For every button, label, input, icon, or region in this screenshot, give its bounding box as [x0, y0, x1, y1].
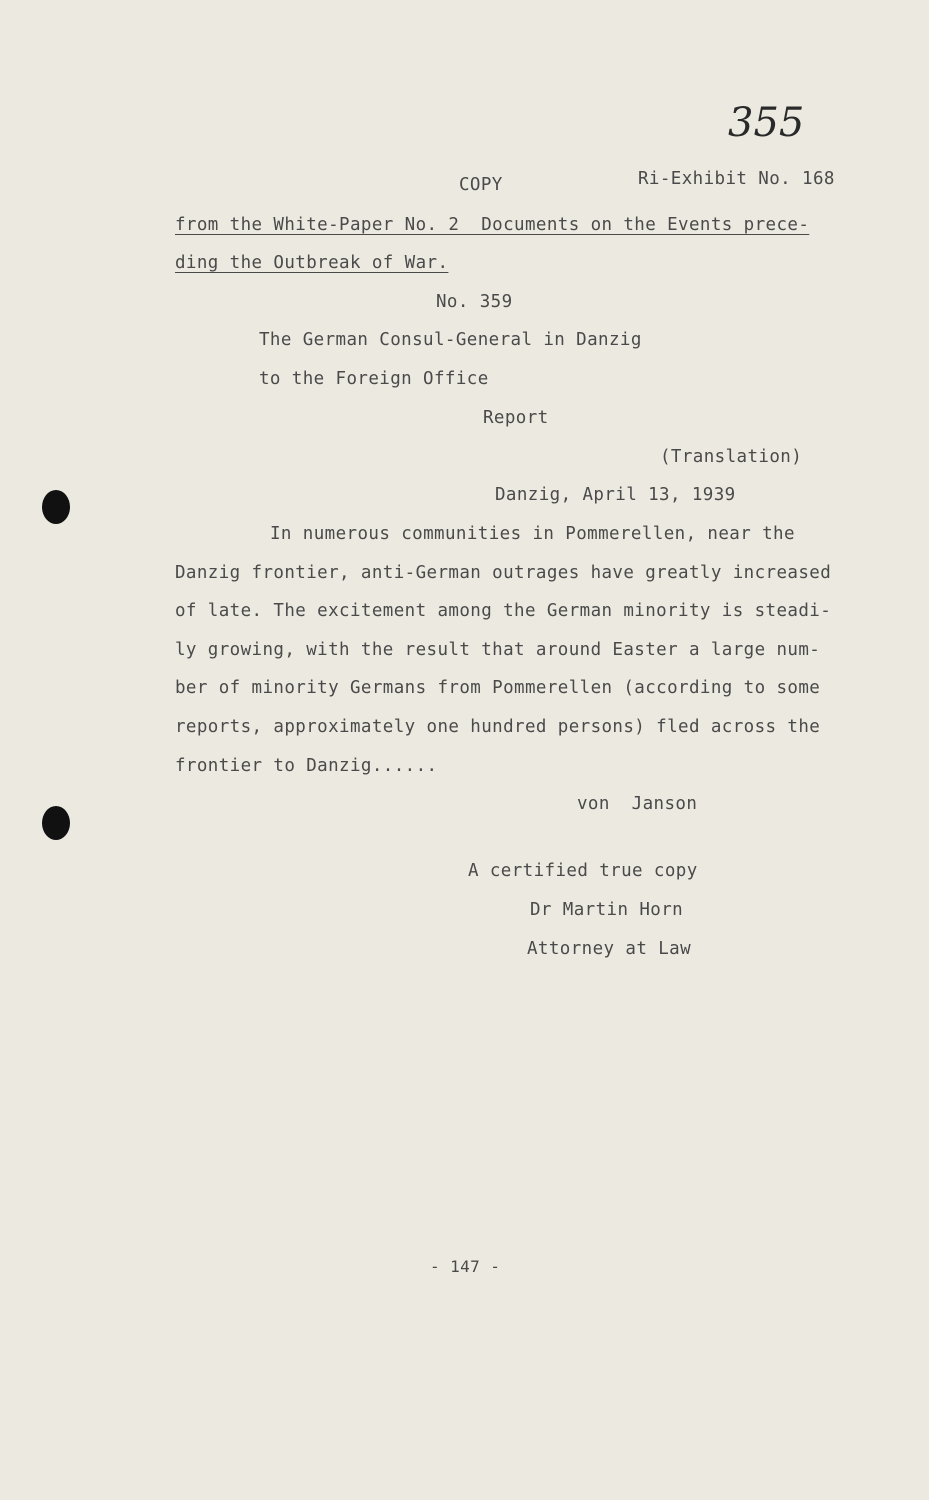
page-footer: - 147 -: [430, 1257, 501, 1276]
recipient-line: to the Foreign Office: [259, 369, 489, 389]
body-line: ber of minority Germans from Pommerellen (according to some: [175, 678, 821, 698]
source-line-2: ding the Outbreak of War.: [175, 253, 449, 273]
translation-note: (Translation): [660, 447, 803, 467]
certifier-title: Attorney at Law: [527, 939, 692, 959]
copy-label: COPY: [459, 175, 503, 195]
source-line-1: from the White-Paper No. 2 Documents on the Events prece-: [175, 215, 810, 235]
handwritten-page-number: 355: [728, 100, 805, 146]
document-number: No. 359: [436, 292, 513, 312]
body-line: frontier to Danzig......: [175, 756, 438, 776]
signature: von Janson: [577, 794, 698, 814]
document-type: Report: [483, 408, 549, 428]
sender-line: The German Consul-General in Danzig: [259, 330, 642, 350]
body-line: of late. The excitement among the German minority is steadi-: [175, 601, 832, 621]
punch-hole: [42, 806, 70, 840]
body-line: Danzig frontier, anti-German outrages have greatly increased: [175, 563, 832, 583]
certification-line: A certified true copy: [468, 861, 698, 881]
body-line: ly growing, with the result that around Easter a large num-: [175, 640, 821, 660]
body-line: In numerous communities in Pommerellen, near the: [270, 524, 795, 544]
place-and-date: Danzig, April 13, 1939: [495, 485, 736, 505]
certifier-name: Dr Martin Horn: [530, 900, 684, 920]
punch-hole: [42, 490, 70, 524]
body-line: reports, approximately one hundred persons) fled across the: [175, 717, 821, 737]
exhibit-number: Ri-Exhibit No. 168: [638, 169, 835, 189]
